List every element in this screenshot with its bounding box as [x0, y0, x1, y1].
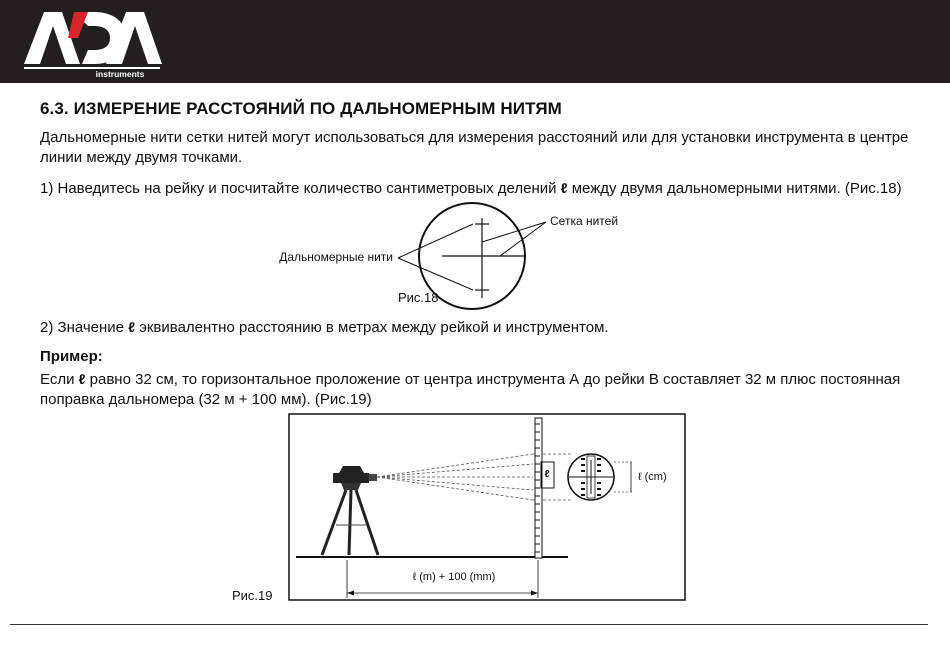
step1-text-after: между двумя дальномерными нитями. (Рис.18): [567, 180, 902, 197]
sight-lines: [377, 454, 533, 500]
step2-text-before: 2) Значение: [40, 319, 129, 336]
figure-19-diagram: [228, 410, 688, 605]
figure-19-caption: Рис.19: [232, 588, 273, 603]
reticle-pointer-h: [500, 222, 546, 256]
stadia-pointer-lower: [398, 258, 473, 290]
step1-paragraph: [40, 178, 920, 199]
footer-divider: [10, 624, 928, 625]
intro-paragraph: Дальномерные нити сетки нитей могут использоваться для измерения расстояний или для установки инструмента в центре линии между двумя точками.: [40, 129, 909, 166]
l-symbol: ℓ: [78, 371, 86, 387]
section-title: 6.3. ИЗМЕРЕНИЕ РАССТОЯНИЙ ПО ДАЛЬНОМЕРНЫМ НИТЯМ: [40, 99, 562, 118]
example-paragraph: [40, 369, 920, 410]
label-reticle: Сетка нитей: [550, 214, 619, 228]
label-cm: ℓ (cm): [638, 471, 667, 483]
figure-18-caption: Рис.18: [398, 290, 439, 305]
step1-text-before: 1) Наведитесь на рейку и посчитайте количество сантиметровых делений: [40, 180, 561, 197]
staff-l-label: ℓ: [544, 469, 550, 480]
magnified-view: [568, 454, 614, 500]
figure-18-reticle: [260, 200, 640, 310]
l-symbol: ℓ: [128, 319, 136, 335]
label-stadia: Дальномерные нити: [279, 250, 393, 264]
label-distance: ℓ (m) + 100 (mm): [412, 571, 496, 583]
example-text-before: Если: [40, 371, 79, 388]
tripod-instrument: [322, 466, 378, 555]
header-bar: [0, 0, 950, 83]
example-label: Пример:: [40, 348, 103, 365]
step2-paragraph: [40, 317, 920, 338]
step2-text-after: эквивалентно расстоянию в метрах между рейкой и инструментом.: [135, 319, 609, 336]
stadia-pointer-upper: [398, 224, 473, 258]
l-symbol: ℓ: [560, 180, 568, 196]
ada-logo: [22, 8, 162, 80]
logo-subtext: instruments: [95, 69, 145, 79]
example-text-after: равно 32 см, то горизонтальное проложение от центра инструмента А до рейки В составляет 32 м плюс постоянная поправка дальномера (32 м + 100 мм). (Рис.19): [40, 371, 901, 408]
